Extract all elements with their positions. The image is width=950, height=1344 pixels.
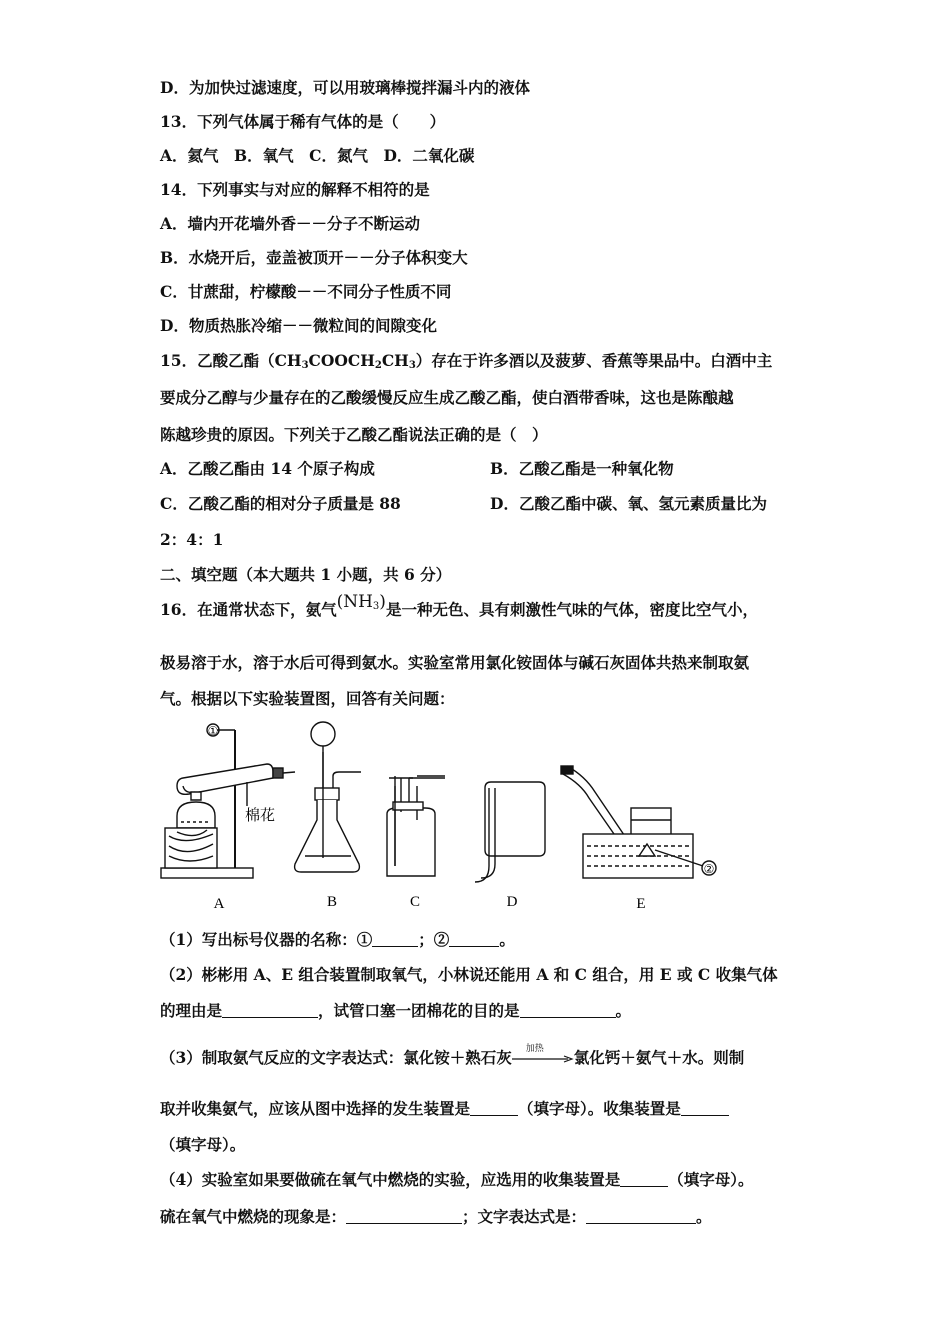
q15-stem-line1 <box>160 351 772 376</box>
q16-stem-line1 <box>160 592 758 625</box>
apparatus-figure <box>155 716 725 916</box>
q14-option-d: D．物质热胀冷缩－－微粒间的间隙变化 <box>160 316 437 335</box>
part3-b: 氯化钙＋氨气＋水。则制 <box>573 1048 745 1067</box>
apparatus-a <box>161 724 295 878</box>
q15-option-d: D．乙酸乙酯中碳、氧、氢元素质量比为 <box>490 494 767 513</box>
formula-sub: 3 <box>301 360 309 371</box>
q15-formula <box>275 351 416 370</box>
q16-stem-b: 是一种无色、具有刺激性气味的气体，密度比空气小， <box>385 600 758 619</box>
part2-b: ，试管口塞一团棉花的目的是 <box>318 1001 520 1020</box>
reaction-arrow <box>512 1044 574 1069</box>
fig-label-a: A <box>213 896 225 912</box>
mark-2-label: ② <box>703 862 715 876</box>
part4-b: （填字母）。 <box>668 1170 754 1189</box>
q15-option-b: B．乙酸乙酯是一种氧化物 <box>490 459 674 478</box>
q16-stem-a: 16．在通常状态下，氨气 <box>160 600 337 619</box>
fig-label-c: C <box>409 894 421 910</box>
answer-blank-9[interactable] <box>586 1209 696 1224</box>
formula-part: CH <box>381 351 409 370</box>
formula-sub: 3 <box>408 360 416 371</box>
q16-part3-line3: （填字母）。 <box>160 1135 246 1154</box>
formula-part: COOCH <box>308 351 375 370</box>
q15-option-d-cont: 2：4：1 <box>160 530 224 549</box>
apparatus-c <box>387 776 445 876</box>
nh3-sub: 3 <box>372 601 380 612</box>
q16-stem-line2: 极易溶于水，溶于水后可得到氨水。实验室常用氯化铵固体与碱石灰固体共热来制取氨 <box>160 653 750 672</box>
q15-stem-a: 15．乙酸乙酯（ <box>160 351 275 370</box>
apparatus-e <box>561 766 716 878</box>
fig-label-e: E <box>636 896 646 912</box>
q16-stem-line3: 气。根据以下实验装置图，回答有关问题： <box>160 689 455 708</box>
q14-option-a: A．墙内开花墙外香－－分子不断运动 <box>160 214 421 233</box>
q16-part3-line1 <box>160 1044 745 1069</box>
q16-part4-line2 <box>160 1207 712 1227</box>
nh3-close: ) <box>379 592 386 612</box>
answer-blank-4[interactable] <box>520 1003 616 1018</box>
q14-stem: 14．下列事实与对应的解释不相符的是 <box>160 180 430 199</box>
part4-a: （4）实验室如果要做硫在氧气中燃烧的实验，应选用的收集装置是 <box>160 1170 621 1189</box>
q12-option-d: D．为加快过滤速度，可以用玻璃棒搅拌漏斗内的液体 <box>160 78 530 97</box>
part2-c: 。 <box>615 1001 632 1020</box>
q15-stem-line3: 陈越珍贵的原因。下列关于乙酸乙酯说法正确的是（ ） <box>160 425 548 444</box>
fig-label-b: B <box>326 894 338 910</box>
part4-e: 。 <box>696 1207 712 1226</box>
cotton-label: 棉花 <box>245 806 276 824</box>
mark-1-label: ① <box>207 724 219 738</box>
q15-stem-line2: 要成分乙醇与少量存在的乙酸缓慢反应生成乙酸乙酯，使白酒带香味，这也是陈酿越 <box>160 388 734 407</box>
part1-a: （1）写出标号仪器的名称：① <box>160 930 373 949</box>
part4-c: 硫在氧气中燃烧的现象是： <box>160 1207 347 1226</box>
part1-b: ；② <box>418 930 450 949</box>
q16-part1 <box>160 930 515 950</box>
part4-d: ；文字表达式是： <box>462 1207 587 1226</box>
part3-d: （填字母）。收集装置是 <box>518 1099 681 1118</box>
q14-option-c: C．甘蔗甜，柠檬酸－－不同分子性质不同 <box>160 282 452 301</box>
nh3-formula <box>336 592 386 619</box>
q13-options: A．氦气 B．氧气 C．氮气 D．二氧化碳 <box>160 146 475 165</box>
q14-option-b: B．水烧开后，壶盖被顶开－－分子体积变大 <box>160 248 468 267</box>
section2-title: 二、填空题（本大题共 1 小题，共 6 分） <box>160 565 452 584</box>
answer-blank-7[interactable] <box>620 1172 668 1187</box>
formula-sub: 2 <box>374 360 382 371</box>
q16-part2-line2 <box>160 1001 631 1021</box>
answer-blank-3[interactable] <box>222 1003 318 1018</box>
fig-label-d: D <box>506 894 518 910</box>
nh3-text: (NH <box>336 592 373 612</box>
answer-blank-8[interactable] <box>346 1209 462 1224</box>
heat-condition: 加热 <box>525 1044 544 1054</box>
q16-part4-line1 <box>160 1170 754 1190</box>
formula-part: CH <box>274 351 302 370</box>
answer-blank-6[interactable] <box>681 1101 729 1116</box>
q16-part3-line2 <box>160 1099 729 1119</box>
part1-c: 。 <box>499 930 515 949</box>
q16-part2-line1: （2）彬彬用 A、E 组合装置制取氧气，小林说还能用 A 和 C 组合，用 E 或 C 收集气体 <box>160 965 778 984</box>
q15-option-c: C．乙酸乙酯的相对分子质量是 88 <box>160 494 401 513</box>
part3-a: （3）制取氨气反应的文字表达式：氯化铵＋熟石灰 <box>160 1048 512 1067</box>
q15-option-a: A．乙酸乙酯由 14 个原子构成 <box>160 459 375 478</box>
answer-blank-2[interactable] <box>449 932 499 947</box>
q15-stem-b: ）存在于许多酒以及菠萝、香蕉等果品中。白酒中主 <box>415 351 773 370</box>
apparatus-b <box>295 722 361 872</box>
part2-a: 的理由是 <box>160 1001 223 1020</box>
apparatus-d <box>475 782 545 882</box>
answer-blank-1[interactable] <box>372 932 418 947</box>
q13-stem: 13．下列气体属于稀有气体的是（ ） <box>160 112 446 131</box>
answer-blank-5[interactable] <box>470 1101 518 1116</box>
part3-c: 取并收集氨气，应该从图中选择的发生装置是 <box>160 1099 471 1118</box>
